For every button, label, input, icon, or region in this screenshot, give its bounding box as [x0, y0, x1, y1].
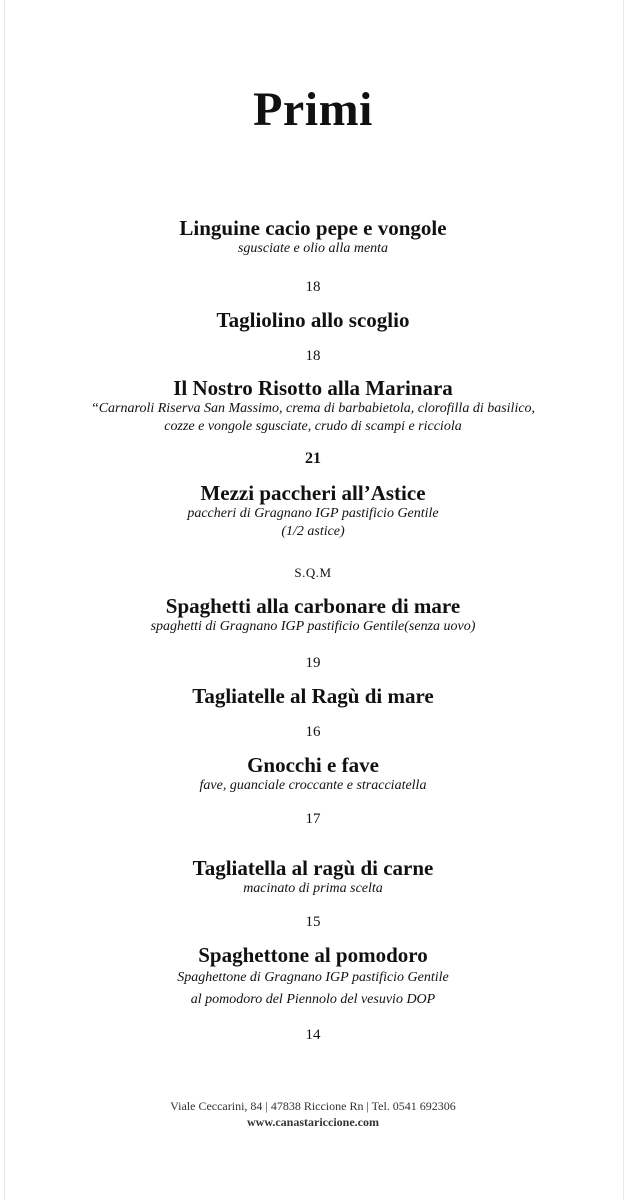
dish-price: 15	[305, 914, 321, 930]
dish-price: 17	[305, 811, 321, 827]
dish-price: S.Q.M	[294, 565, 332, 580]
dish-name: Il Nostro Risotto alla Marinara	[173, 376, 453, 400]
footer-website: www.canastariccione.com	[247, 1115, 379, 1129]
dish-name: Spaghetti alla carbonare di mare	[165, 594, 461, 618]
dish-name: Gnocchi e fave	[247, 753, 379, 777]
menu-title: Primi	[253, 83, 373, 136]
dish-name: Spaghettone al pomodoro	[198, 943, 428, 967]
footer-address: Viale Ceccarini, 84 | 47838 Riccione Rn | Tel. 0541 692306	[170, 1099, 456, 1113]
dish-description: “Carnaroli Riserva San Massimo, crema di barbabietola, clorofilla di basilico,	[90, 401, 536, 416]
menu-item-gnocchi	[0, 753, 626, 795]
dish-description: cozze e vongole sgusciate, crudo di scampi e ricciola	[164, 419, 462, 434]
menu-item-risotto	[0, 376, 626, 436]
dish-description: Spaghettone di Gragnano IGP pastificio Gentile	[177, 970, 449, 985]
dish-description: al pomodoro del Piennolo del vesuvio DOP	[190, 992, 436, 1007]
dish-description: fave, guanciale croccante e stracciatella	[199, 778, 427, 793]
dish-price: 14	[305, 1027, 321, 1043]
dish-name: Tagliatella al ragù di carne	[192, 856, 434, 880]
dish-name: Tagliatelle al Ragù di mare	[192, 684, 434, 708]
dish-description: paccheri di Gragnano IGP pastificio Gentile	[187, 506, 439, 521]
menu-item-tagliatelle-mare	[0, 684, 626, 708]
menu-item-carbonara-di-mare	[0, 594, 626, 636]
dish-price: 18	[305, 348, 321, 364]
menu-item-paccheri	[0, 481, 626, 541]
dish-name: Linguine cacio pepe e vongole	[179, 216, 447, 240]
restaurant-footer	[0, 1098, 626, 1130]
dish-description: sgusciate e olio alla menta	[237, 241, 389, 256]
dish-name: Tagliolino allo scoglio	[216, 308, 410, 332]
dish-name: Mezzi paccheri all’Astice	[200, 481, 426, 505]
dish-description: macinato di prima scelta	[243, 881, 383, 896]
menu-item-tagliatella-carne	[0, 856, 626, 898]
dish-price: 18	[305, 279, 321, 295]
dish-price: 21	[305, 450, 321, 467]
dish-price: 19	[305, 655, 321, 671]
menu-item-tagliolino	[0, 308, 626, 332]
menu-item-linguine	[0, 216, 626, 258]
dish-description: (1/2 astice)	[281, 524, 345, 539]
dish-description: spaghetti di Gragnano IGP pastificio Gentile(senza uovo)	[150, 619, 476, 634]
dish-price: 16	[305, 724, 321, 740]
menu-item-spaghettone	[0, 943, 626, 1011]
